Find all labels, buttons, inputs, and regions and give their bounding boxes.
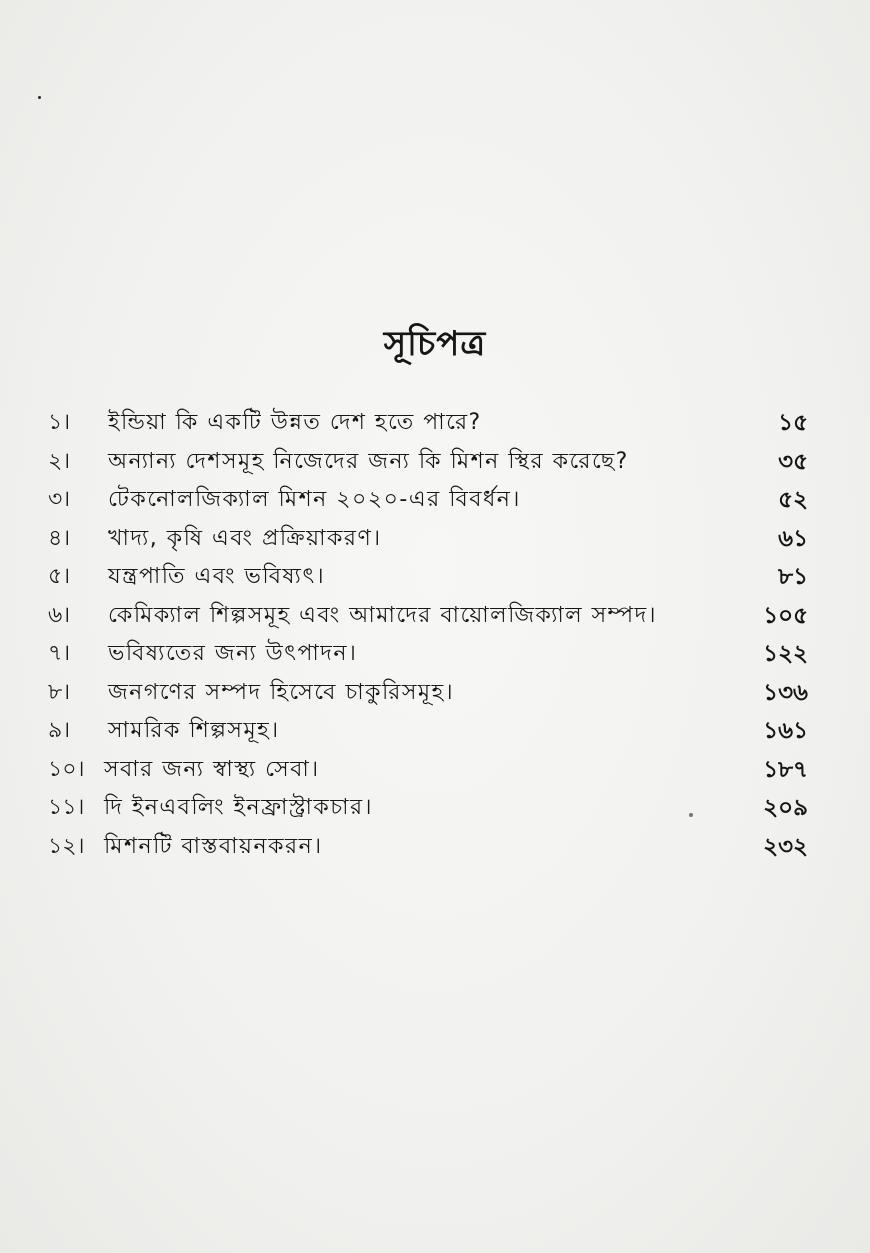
toc-entry-number: ৭। bbox=[48, 641, 71, 666]
toc-entry-page: ২৩২ bbox=[763, 833, 808, 860]
toc-entry-page: ২০৯ bbox=[763, 795, 808, 821]
toc-entry-page: ১৫ bbox=[778, 410, 808, 436]
toc-entry-number: ১২। bbox=[48, 833, 85, 859]
toc-entry-number: ৮। bbox=[48, 679, 71, 705]
toc-entry bbox=[48, 789, 808, 828]
toc-entry-page: ১০৫ bbox=[763, 602, 808, 629]
toc-entry-title: টেকনোলজিক্যাল মিশন ২০২০-এর বিবর্ধন। bbox=[108, 487, 521, 512]
toc-entry-number: ৪। bbox=[48, 525, 71, 551]
toc-entry-number: ৬। bbox=[48, 602, 71, 628]
toc-entry-page: ৩৫ bbox=[778, 448, 808, 475]
toc-entry bbox=[48, 828, 808, 867]
toc-entry-page: ৫২ bbox=[778, 487, 808, 513]
toc-entry-title: কেমিক্যাল শিল্পসমূহ এবং আমাদের বায়োলজিক্যাল সম্পদ। bbox=[108, 602, 658, 628]
toc-entry-number: ১০। bbox=[48, 756, 85, 782]
toc-entry bbox=[48, 751, 808, 790]
toc-entry-title: সবার জন্য স্বাস্থ্য সেবা। bbox=[104, 756, 320, 782]
toc-entry-number: ৯। bbox=[48, 718, 71, 743]
toc-entry bbox=[48, 404, 808, 443]
page-title: সূচিপত্র bbox=[383, 324, 487, 364]
toc-entry-title: খাদ্য, কৃষি এবং প্রক্রিয়াকরণ। bbox=[108, 525, 382, 551]
toc-entry-page: ১৬১ bbox=[763, 718, 808, 744]
toc-entry-title: জনগণের সম্পদ হিসেবে চাকুরিসমূহ। bbox=[108, 679, 455, 705]
toc-entry-page: ১৩৬ bbox=[763, 679, 808, 706]
toc-entry-title: দি ইনএবলিং ইনফ্রাস্ট্রাকচার। bbox=[104, 795, 374, 820]
toc-entry-number: ১১। bbox=[48, 795, 85, 820]
toc-entry-page: ৮১ bbox=[778, 564, 808, 590]
toc-entry-page: ১২২ bbox=[763, 641, 808, 667]
table-of-contents bbox=[48, 404, 808, 866]
toc-entry-title: সামরিক শিল্পসমূহ। bbox=[108, 718, 280, 743]
toc-entry bbox=[48, 674, 808, 713]
toc-entry-number: ৫। bbox=[48, 564, 71, 589]
toc-entry bbox=[48, 597, 808, 636]
toc-entry-title: মিশনটি বাস্তবায়নকরন। bbox=[104, 833, 323, 859]
toc-entry-number: ১। bbox=[48, 410, 71, 435]
toc-entry-title: ভবিষ্যতের জন্য উৎপাদন। bbox=[108, 641, 358, 666]
toc-entry bbox=[48, 558, 808, 597]
toc-entry bbox=[48, 520, 808, 559]
toc-entry-page: ৬১ bbox=[778, 525, 808, 552]
ink-speck bbox=[38, 96, 41, 99]
toc-entry bbox=[48, 712, 808, 751]
toc-entry-title: ইন্ডিয়া কি একটি উন্নত দেশ হতে পারে? bbox=[108, 410, 482, 435]
toc-entry-title: যন্ত্রপাতি এবং ভবিষ্যৎ। bbox=[108, 564, 326, 589]
toc-entry-title: অন্যান্য দেশসমূহ নিজেদের জন্য কি মিশন স্থির করেছে? bbox=[108, 448, 629, 474]
toc-entry bbox=[48, 635, 808, 674]
toc-entry-number: ২। bbox=[48, 448, 71, 474]
toc-entry-number: ৩। bbox=[48, 487, 71, 512]
toc-entry bbox=[48, 443, 808, 482]
toc-entry-page: ১৮৭ bbox=[763, 756, 808, 783]
toc-entry bbox=[48, 481, 808, 520]
